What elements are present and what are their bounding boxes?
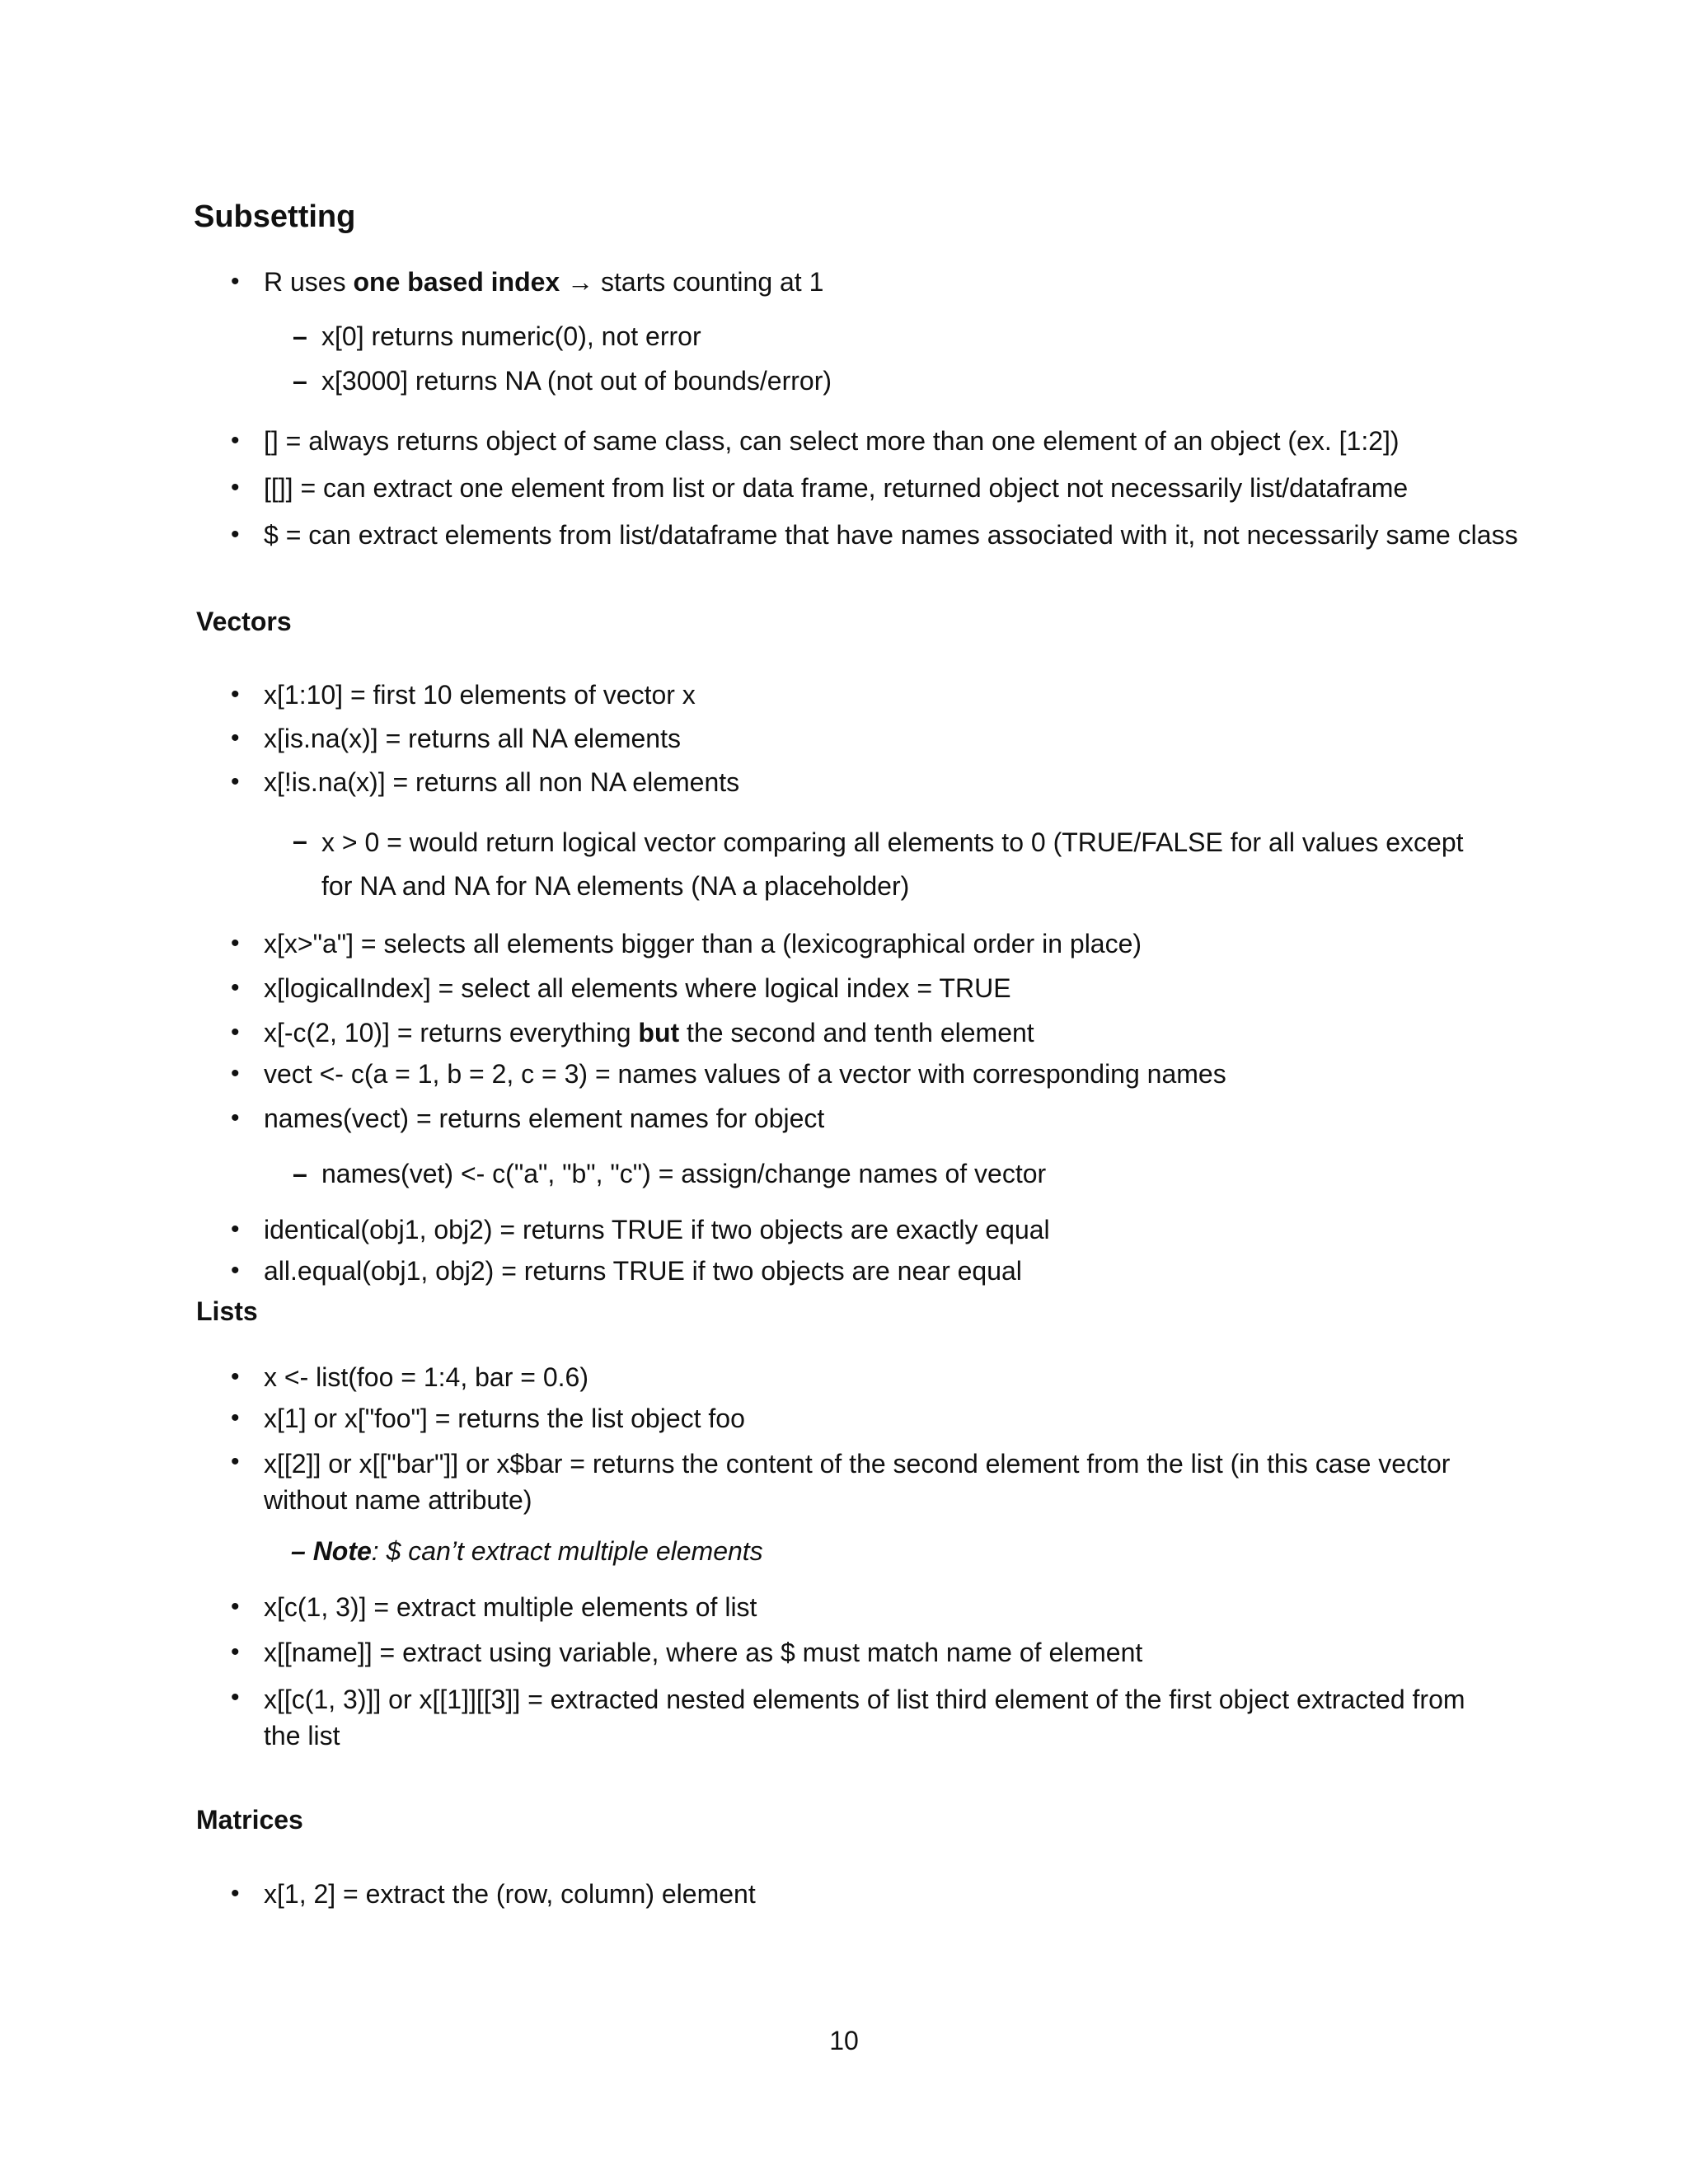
- dash-marker: –: [293, 321, 307, 351]
- bullet: •: [231, 521, 240, 548]
- list-item: [] = always returns object of same class, can select more than one element of an object (ex. [1:2]): [264, 426, 1400, 456]
- list-item: all.equal(obj1, obj2) = returns TRUE if two objects are near equal: [264, 1256, 1022, 1286]
- list-item: x[1] or x["foo"] = returns the list object foo: [264, 1404, 745, 1433]
- dash-marker: –: [293, 826, 307, 855]
- list-item: x[[2]] or x[["bar"]] or x$bar = returns the content of the second element from the list (in this case vector without name attribute): [264, 1449, 1451, 1515]
- list-item: x[is.na(x)] = returns all NA elements: [264, 724, 681, 753]
- dash-marker: –: [293, 1159, 307, 1188]
- page-number: 10: [829, 2026, 859, 2055]
- bullet: •: [231, 474, 240, 501]
- sub-list-item: x[3000] returns NA (not out of bounds/error): [321, 366, 832, 396]
- dash-marker: –: [293, 366, 307, 396]
- list-item: x[1:10] = first 10 elements of vector x: [264, 680, 696, 710]
- bullet: •: [231, 1593, 240, 1620]
- bullet: •: [231, 1019, 240, 1046]
- list-item: vect <- c(a = 1, b = 2, c = 3) = names values of a vector with corresponding names: [264, 1059, 1226, 1089]
- bullet: •: [231, 1404, 240, 1432]
- sub-list-item: names(vet) <- c("a", "b", "c") = assign/change names of vector: [321, 1159, 1047, 1188]
- bullet: •: [231, 1060, 240, 1087]
- note-line: – Note: $ can’t extract multiple elements: [291, 1536, 763, 1566]
- bullet: •: [231, 1880, 240, 1907]
- bullet: •: [231, 974, 240, 1001]
- bullet: •: [231, 1257, 240, 1284]
- list-item: x[c(1, 3)] = extract multiple elements of list: [264, 1592, 757, 1622]
- bullet: •: [231, 1363, 240, 1390]
- list-item: x[x>"a"] = selects all elements bigger than a (lexicographical order in place): [264, 929, 1142, 958]
- bullet: •: [231, 1684, 240, 1711]
- list-item: [[]] = can extract one element from list or data frame, returned object not necessarily list/dataframe: [264, 473, 1409, 503]
- bullet: •: [231, 1448, 240, 1475]
- bullet: •: [231, 1216, 240, 1243]
- bullet: •: [231, 768, 240, 795]
- sub-list-item: x[0] returns numeric(0), not error: [321, 321, 701, 351]
- sub-list-item: x > 0 = would return logical vector comparing all elements to 0 (TRUE/FALSE for all values except for NA and NA for NA elements (NA a placeholder): [321, 827, 1464, 901]
- bullet: •: [231, 1104, 240, 1132]
- bullet: •: [231, 427, 240, 454]
- list-item: x <- list(foo = 1:4, bar = 0.6): [264, 1362, 588, 1392]
- list-item: x[logicalIndex] = select all elements where logical index = TRUE: [264, 973, 1011, 1003]
- vectors-heading: Vectors: [196, 607, 292, 636]
- list-item: x[[c(1, 3)]] or x[[1]][[3]] = extracted nested elements of list third element of the first object extracted from the list: [264, 1685, 1465, 1750]
- list-item: x[[name]] = extract using variable, where as $ must match name of element: [264, 1638, 1143, 1667]
- list-item: names(vect) = returns element names for object: [264, 1104, 825, 1133]
- list-item: R uses one based index → starts counting at 1: [264, 267, 824, 297]
- bullet: •: [231, 681, 240, 708]
- list-item: x[!is.na(x)] = returns all non NA elements: [264, 767, 740, 797]
- bullet: •: [231, 268, 240, 295]
- list-item: x[1, 2] = extract the (row, column) element: [264, 1879, 756, 1909]
- matrices-heading: Matrices: [196, 1805, 303, 1835]
- lists-heading: Lists: [196, 1296, 258, 1326]
- section-title: Subsetting: [194, 199, 356, 234]
- list-item: $ = can extract elements from list/dataframe that have names associated with it, not necessarily same class: [264, 520, 1518, 550]
- bullet: •: [231, 724, 240, 752]
- list-item: identical(obj1, obj2) = returns TRUE if two objects are exactly equal: [264, 1215, 1050, 1244]
- bullet: •: [231, 1638, 240, 1666]
- bullet: •: [231, 930, 240, 957]
- list-item: x[-c(2, 10)] = returns everything but the second and tenth element: [264, 1018, 1034, 1047]
